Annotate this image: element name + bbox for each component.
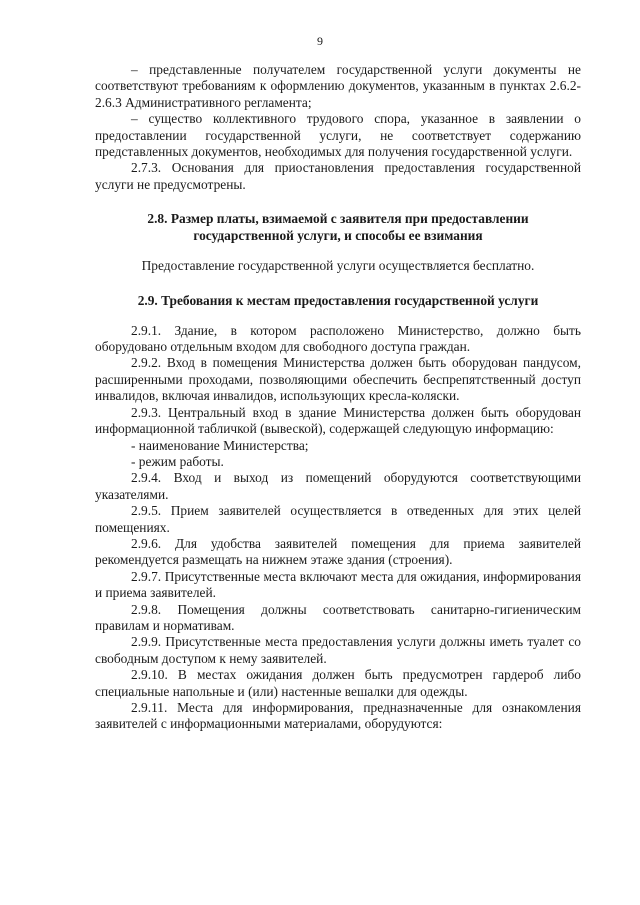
list-item-working-hours: - режим работы. bbox=[131, 453, 224, 469]
heading-2-8-line1: 2.8. Размер платы, взимаемой с заявителя при предоставлении bbox=[147, 211, 529, 227]
paragraph-free-service: Предоставление государственной услуги осуществляется бесплатно. bbox=[141, 258, 535, 274]
paragraph-2-9-2: 2.9.2. Вход в помещения Министерства должен быть оборудован пандусом, расширенными проходами, позволяющими обеспечить беспрепятственный доступ инвалидов, включая инвалидов, использующих кресла-коляски. bbox=[95, 355, 581, 404]
paragraph-2-9-6: 2.9.6. Для удобства заявителей помещения для приема заявителей рекомендуется размещать на нижнем этаже здания (строения). bbox=[95, 535, 581, 568]
paragraph-2-9-9: 2.9.9. Присутственные места предоставления услуги должны иметь туалет со свободным доступом к нему заявителей. bbox=[95, 634, 581, 666]
list-item-ministry-name: - наименование Министерства; bbox=[131, 437, 309, 453]
paragraph-2-7-3: 2.7.3. Основания для приостановления предоставления государственной услуги не предусмотрены. bbox=[95, 160, 581, 192]
paragraph-2-9-1: 2.9.1. Здание, в котором расположено Министерство, должно быть оборудовано отдельным входом для свободного доступа граждан. bbox=[95, 322, 581, 355]
paragraph-2-9-11: 2.9.11. Места для информирования, предназначенные для ознакомления заявителей с информационными материалами, оборудуются: bbox=[95, 700, 581, 732]
page-content bbox=[95, 62, 581, 733]
heading-2-9: 2.9. Требования к местам предоставления государственной услуги bbox=[137, 292, 539, 308]
paragraph-2-9-10: 2.9.10. В местах ожидания должен быть предусмотрен гардероб либо специальные напольные и (или) настенные вешалки для одежды. bbox=[95, 667, 581, 699]
paragraph-docs-nonconforming: – представленные получателем государственной услуги документы не соответствуют требованиям к оформлению документов, указанным в пунктах 2.6.2-2.6.3 Административного регламента; bbox=[95, 62, 581, 110]
paragraph-2-9-3: 2.9.3. Центральный вход в здание Министерства должен быть оборудован информационной табличкой (вывеской), содержащей следующую информацию: bbox=[95, 404, 581, 437]
heading-2-8 bbox=[95, 210, 581, 244]
page-number: 9 bbox=[317, 34, 323, 48]
paragraph-labor-dispute: – существо коллективного трудового спора, указанное в заявлении о предоставлении государственной услуги, не соответствует содержанию представленных документов, необходимых для получения государственной услуги. bbox=[95, 111, 581, 160]
heading-2-8-line2: государственной услуги, и способы ее взимания bbox=[193, 228, 483, 244]
paragraph-2-9-5: 2.9.5. Прием заявителей осуществляется в отведенных для этих целей помещениях. bbox=[95, 503, 581, 535]
paragraph-2-9-4: 2.9.4. Вход и выход из помещений оборудуются соответствующими указателями. bbox=[95, 470, 581, 502]
paragraph-2-9-8: 2.9.8. Помещения должны соответствовать санитарно-гигиеническим правилам и нормативам. bbox=[95, 601, 581, 633]
paragraph-2-9-7: 2.9.7. Присутственные места включают места для ожидания, информирования и приема заявителей. bbox=[95, 568, 581, 601]
